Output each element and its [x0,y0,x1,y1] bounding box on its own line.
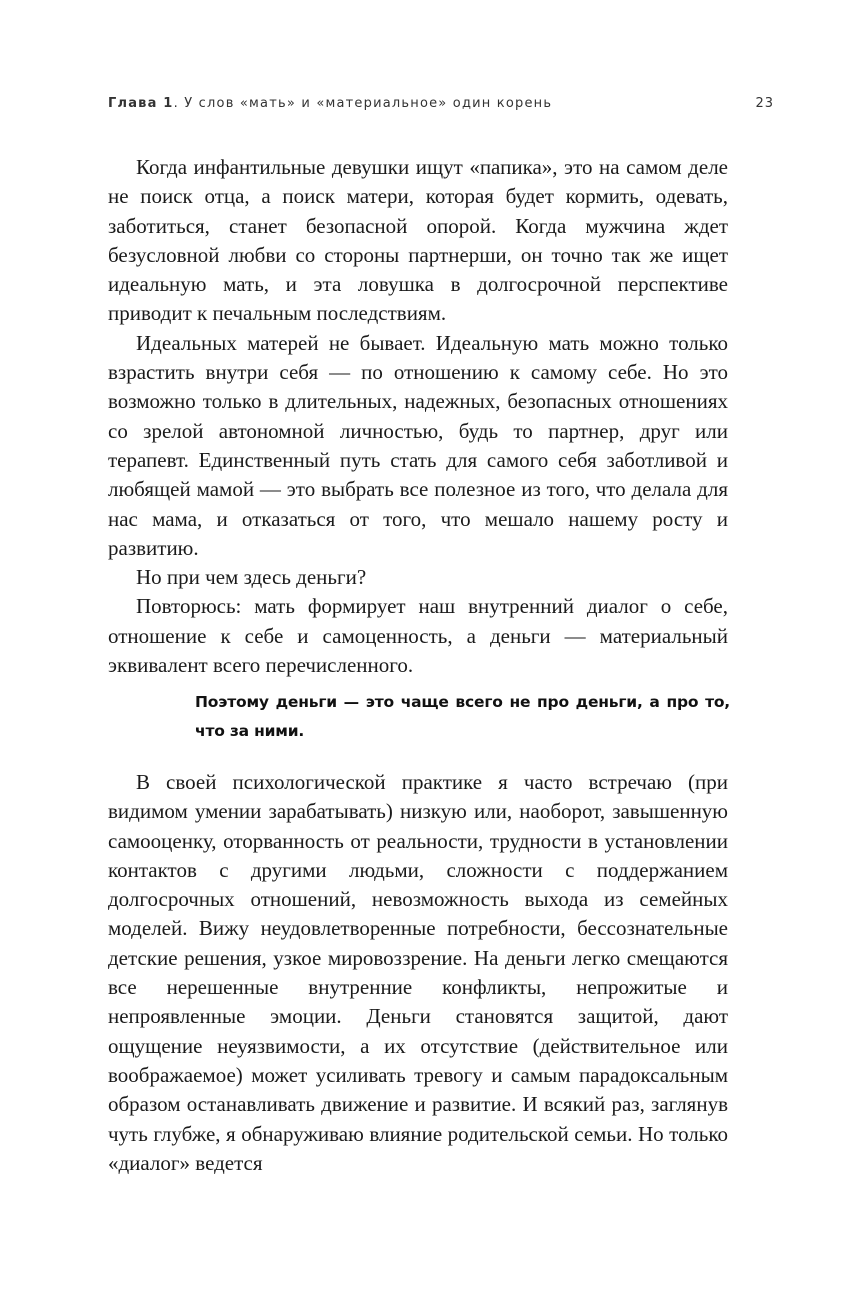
body-text-top [108,153,728,680]
paragraph: Но при чем здесь деньги? [136,565,367,590]
page-number: 23 [755,96,774,111]
paragraph: Когда инфантильные девушки ищут «папика», это на самом деле не поиск отца, а поиск матери, которая будет кормить, одевать, заботиться, станет безопасной опорой. Когда мужчина ждет безусловной любви со стороны партнерши, он точно так же ищет идеальную мать, и эта ловушка в долгосрочной перспективе приводит к печальным последствиям. [108,155,728,326]
running-header [108,96,774,116]
chapter-title: . У слов «мать» и «материальное» один корень [173,96,553,111]
chapter-label: Глава 1 [108,96,174,111]
pull-quote: Поэтому деньги — это чаще всего не про деньги, а про то, что за ними. [195,693,730,740]
paragraph: Идеальных матерей не бывает. Идеальную мать можно только взрастить внутри себя — по отношению к самому себе. Но это возможно только в длительных, надежных, безопасных отношениях со зрелой автономной личностью, будь то партнер, друг или терапевт. Единственный путь стать для самого себя заботливой и любящей мамой — это выбрать все полезное из того, что делала для нас мама, и отказаться от того, что мешало нашему росту и развитию. [108,330,728,560]
body-text-bottom [108,768,728,1178]
paragraph: Повторюсь: мать формирует наш внутренний диалог о себе, отношение к себе и самоценность, а деньги — материальный эквивалент всего перечисленного. [108,594,728,678]
paragraph: В своей психологической практике я часто встречаю (при видимом умении зарабатывать) низкую или, наоборот, завышенную самооценку, оторванность от реальности, трудности в установлении контактов с другими людьми, сложности с поддержанием долгосрочных отношений, невозможность выхода из семейных моделей. Вижу неудовлетворенные потребности, бессознательные детские решения, узкое мировоззрение. На деньги легко смещаются все нерешенные внутренние конфликты, непрожитые и непроявленные эмоции. Деньги становятся защитой, дают ощущение неуязвимости, а их отсутствие (действительное или воображаемое) может усиливать тревогу и самым парадоксальным образом останавливать движение и развитие. И всякий раз, заглянув чуть глубже, я обнаруживаю влияние родительской семьи. Но только «диалог» ведется [108,770,728,1175]
